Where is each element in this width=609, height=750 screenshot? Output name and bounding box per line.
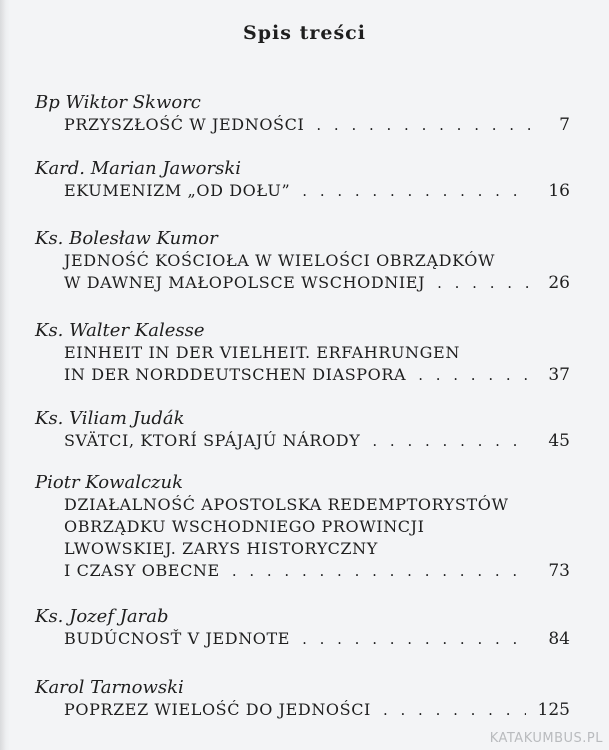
toc-entry-author: Karol Tarnowski [35,677,184,698]
dot-leader [418,364,530,386]
toc-entry-title-last-line [64,560,570,582]
toc-entry-author: Ks. Viliam Judák [35,408,185,429]
dot-leader [437,272,530,294]
toc-entry-title-last-line [64,628,570,650]
toc-entry-author: Piotr Kowalczuk [35,472,184,493]
toc-entry-title-line: PRZYSZŁOŚĆ W JEDNOŚCI [64,115,305,134]
dot-leader [372,430,530,452]
dot-leader [302,628,530,650]
toc-entry-title-line: I CZASY OBECNE [64,561,220,580]
toc-entry-page-number: 84 [548,629,570,649]
toc-entry [35,408,570,452]
toc-entry-title-line: SVÄTCI, KTORÍ SPÁJAJÚ NÁRODY [64,431,361,450]
toc-entry [35,158,570,202]
toc-entry [35,677,570,721]
toc-entry-title-line: DZIAŁALNOŚĆ APOSTOLSKA REDEMPTORYSTÓW [64,495,509,514]
toc-entry-title-line: IN DER NORDDEUTSCHEN DIASPORA [64,365,407,384]
toc-entry-page-number: 26 [548,273,570,293]
toc-entry-title-last-line [64,180,570,202]
toc-entry-author: Bp Wiktor Skworc [35,92,201,113]
toc-entry-page-number: 125 [537,700,570,720]
dot-leader [232,560,530,582]
toc-entry-title-line: EKUMENIZM „OD DOŁU” [64,181,291,200]
watermark: KATAKUMBUS.PL [489,731,603,746]
toc-entry-page-number: 37 [548,365,570,385]
toc-entry-title-line: OBRZĄDKU WSCHODNIEGO PROWINCJI [64,517,425,536]
toc-entry-author: Ks. Walter Kalesse [35,320,205,341]
toc-entry [35,606,570,650]
dot-leader [302,180,530,202]
toc-entry [35,320,570,386]
toc-entry-title-line: W DAWNEJ MAŁOPOLSCE WSCHODNIEJ [64,273,426,292]
toc-entry-author: Ks. Bolesław Kumor [35,228,218,249]
toc-entry-author: Ks. Jozef Jarab [35,606,169,627]
toc-entry-page-number: 16 [548,181,570,201]
toc-entry [35,228,570,294]
dot-leader [383,699,526,721]
toc-entry-title-line: EINHEIT IN DER VIELHEIT. ERFAHRUNGEN [64,343,460,362]
toc-entry-title-last-line [64,430,570,452]
toc-entry-title-last-line [64,272,570,294]
toc-entry-author: Kard. Marian Jaworski [35,158,242,179]
dot-leader [316,114,530,136]
toc-entry-title-line: JEDNOŚĆ KOŚCIOŁA W WIELOŚCI OBRZĄDKÓW [64,251,495,270]
toc-entry-title-line: LWOWSKIEJ. ZARYS HISTORYCZNY [64,539,378,558]
toc-entry-title-line: BUDÚCNOSŤ V JEDNOTE [64,629,291,648]
toc-entry-page-number: 45 [548,431,570,451]
toc-entry-title-last-line [64,114,570,136]
toc-entry [35,472,570,582]
toc-entry-title-line: POPRZEZ WIELOŚĆ DO JEDNOŚCI [64,700,371,719]
toc-entry [35,92,570,136]
toc-entry-page-number: 73 [548,561,570,581]
toc-entry-page-number: 7 [559,115,570,135]
toc-entry-title-last-line [64,364,570,386]
page-edge-shadow [0,0,10,750]
toc-entry-title-last-line [64,699,570,721]
toc-heading: Spis treści [243,22,366,44]
